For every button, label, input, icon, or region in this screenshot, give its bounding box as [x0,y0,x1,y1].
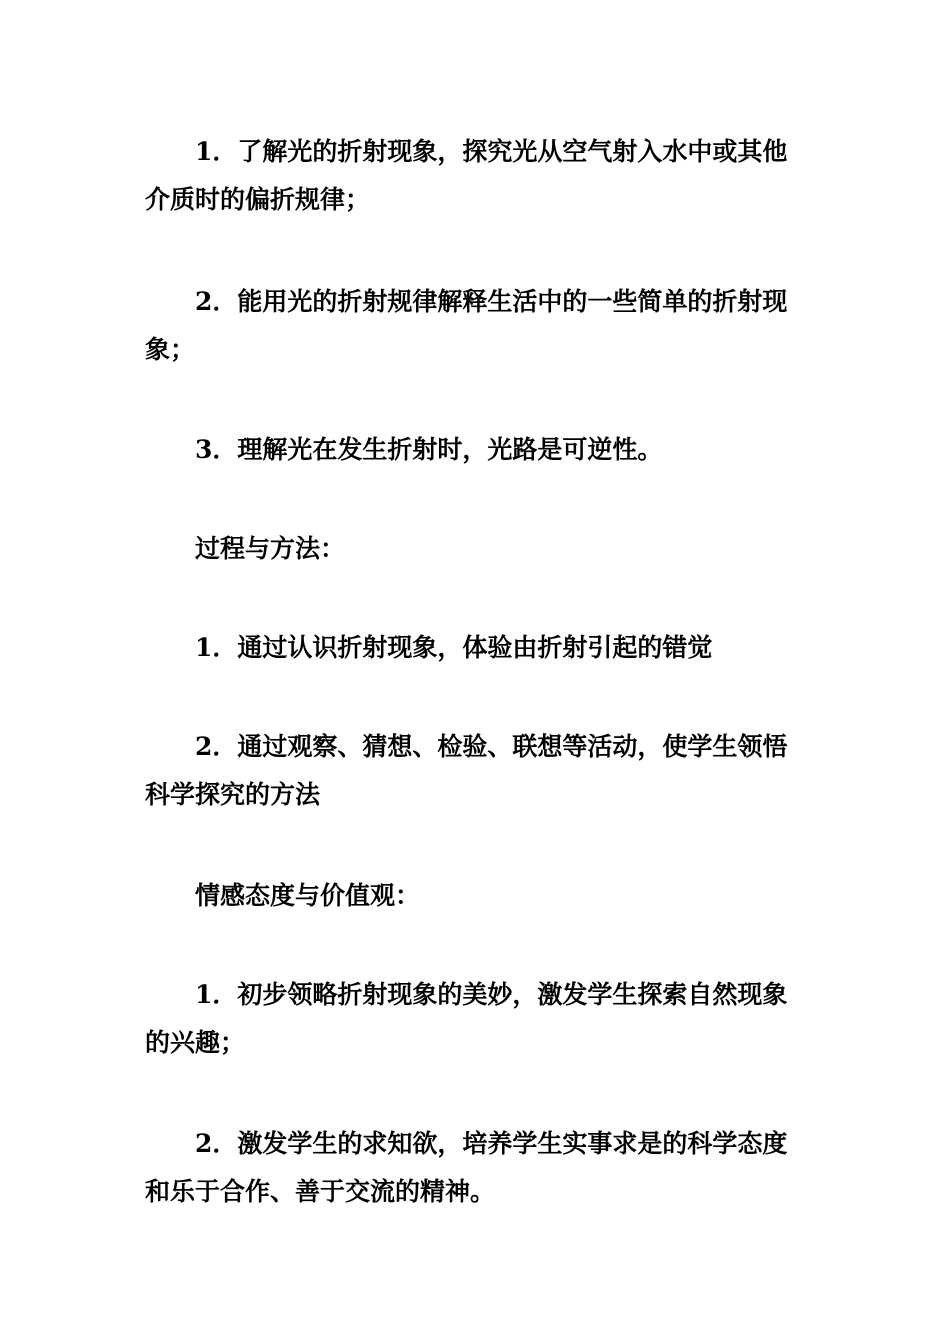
paragraph-process-1: 1．通过认识折射现象，体验由折射引起的错觉 [195,633,713,662]
paragraph-objective-1: 1．了解光的折射现象，探究光从空气射入水中或其他介质时的偏折规律； [145,137,788,214]
paragraph-emotion-2: 2．激发学生的求知欲，培养学生实事求是的科学态度和乐于合作、善于交流的精神。 [145,1129,788,1206]
heading-process-method: 过程与方法： [195,534,346,563]
heading-emotion-values: 情感态度与价值观： [195,881,421,910]
paragraph-process-2: 2．通过观察、猜想、检验、联想等活动，使学生领悟科学探究的方法 [145,732,788,809]
paragraph-objective-2: 2．能用光的折射规律解释生活中的一些简单的折射现象； [145,287,788,364]
paragraph-objective-3: 3．理解光在发生折射时，光路是可逆性。 [195,435,663,464]
paragraph-emotion-1: 1．初步领略折射现象的美妙，激发学生探索自然现象的兴趣； [145,980,788,1057]
